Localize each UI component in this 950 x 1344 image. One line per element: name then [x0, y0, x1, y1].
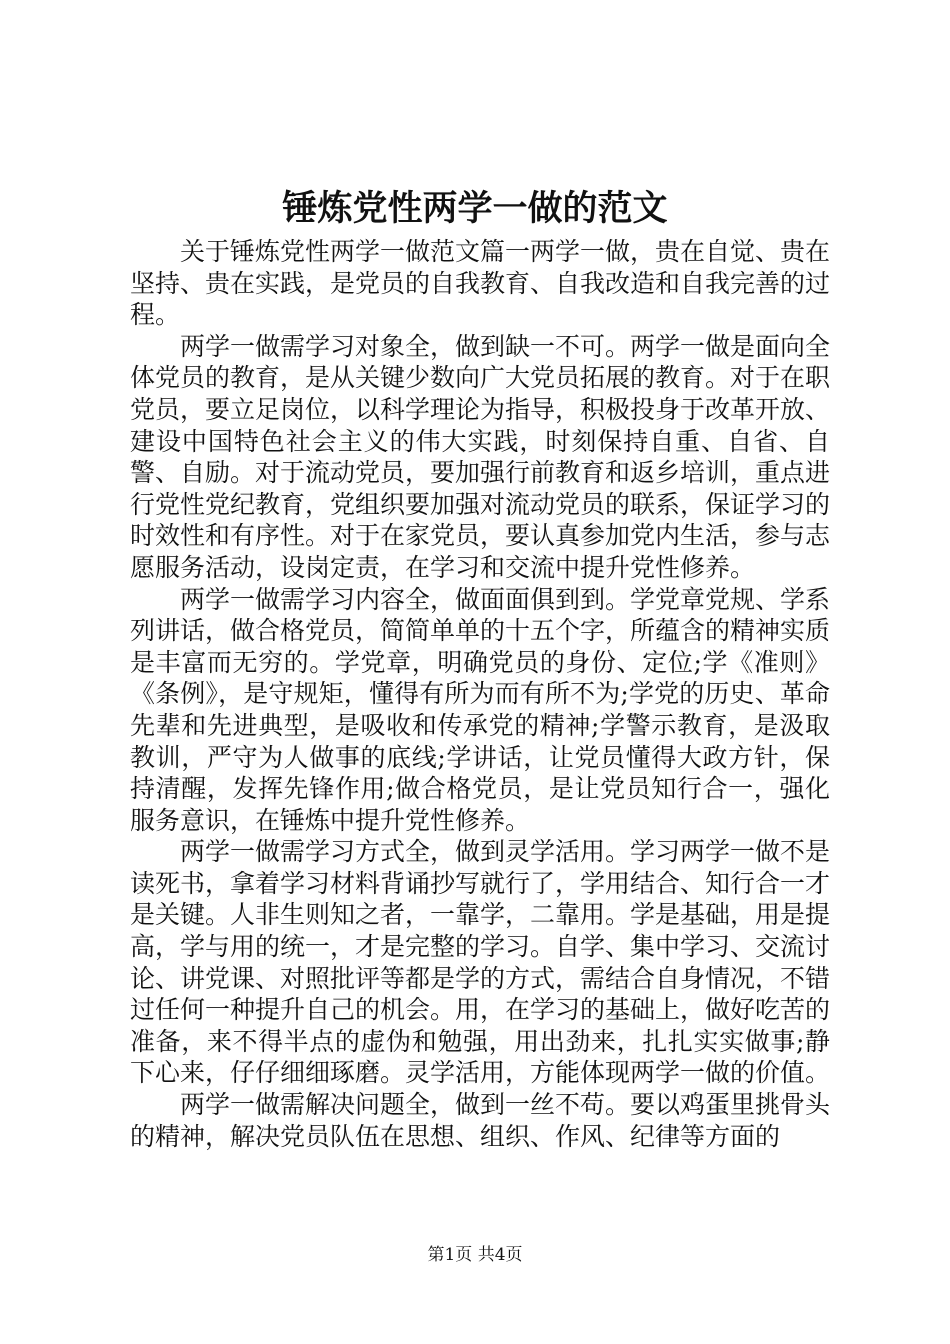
paragraph: 两学一做需学习对象全，做到缺一不可。两学一做是面向全体党员的教育，是从关键少数向广大党员拓展的教育。对于在职党员，要立足岗位，以科学理论为指导，积极投身于改革开放、建设中国特色社会主义的伟大实践，时刻保持自重、自省、自警、自励。对于流动党员，要加强行前教育和返乡培训，重点进行党性党纪教育，党组织要加强对流动党员的联系，保证学习的时效性和有序性。对于在家党员，要认真参加党内生活，参与志愿服务活动，设岗定责，在学习和交流中提升党性修养。: [130, 331, 831, 582]
document-title: 锤炼党性两学一做的范文: [282, 188, 668, 229]
document-body: [130, 236, 830, 1152]
paragraph: 两学一做需学习内容全，做面面俱到到。学党章党规、学系列讲话，做合格党员，简简单单的十五个字，所蕴含的精神实质是丰富而无穷的。学党章，明确党员的身份、定位;学《准则》《条例》，是守规矩，懂得有所为而有所不为;学党的历史、革命先辈和先进典型，是吸收和传承党的精神;学警示教育，是汲取教训，严守为人做事的底线;学讲话，让党员懂得大政方针，保持清醒，发挥先锋作用;做合格党员，是让党员知行合一，强化服务意识，在锤炼中提升党性修养。: [130, 584, 831, 835]
page-footer: 第1页 共4页: [427, 1245, 523, 1265]
paragraph: 关于锤炼党性两学一做范文篇一两学一做，贵在自觉、贵在坚持、贵在实践，是党员的自我教育、自我改造和自我完善的过程。: [130, 237, 831, 330]
paragraph: 两学一做需学习方式全，做到灵学活用。学习两学一做不是读死书，拿着学习材料背诵抄写就行了，学用结合、知行合一才是关键。人非生则知之者，一靠学，二靠用。学是基础，用是提高，学与用的统一，才是完整的学习。自学、集中学习、交流讨论、讲党课、对照批评等都是学的方式，需结合自身情况，不错过任何一种提升自己的机会。用，在学习的基础上，做好吃苦的准备，来不得半点的虚伪和勉强，用出劲来，扎扎实实做事;静下心来，仔仔细细琢磨。灵学活用，方能体现两学一做的价值。: [130, 837, 831, 1088]
paragraph: 两学一做需解决问题全，做到一丝不苟。要以鸡蛋里挑骨头的精神，解决党员队伍在思想、组织、作风、纪律等方面的: [130, 1090, 831, 1151]
